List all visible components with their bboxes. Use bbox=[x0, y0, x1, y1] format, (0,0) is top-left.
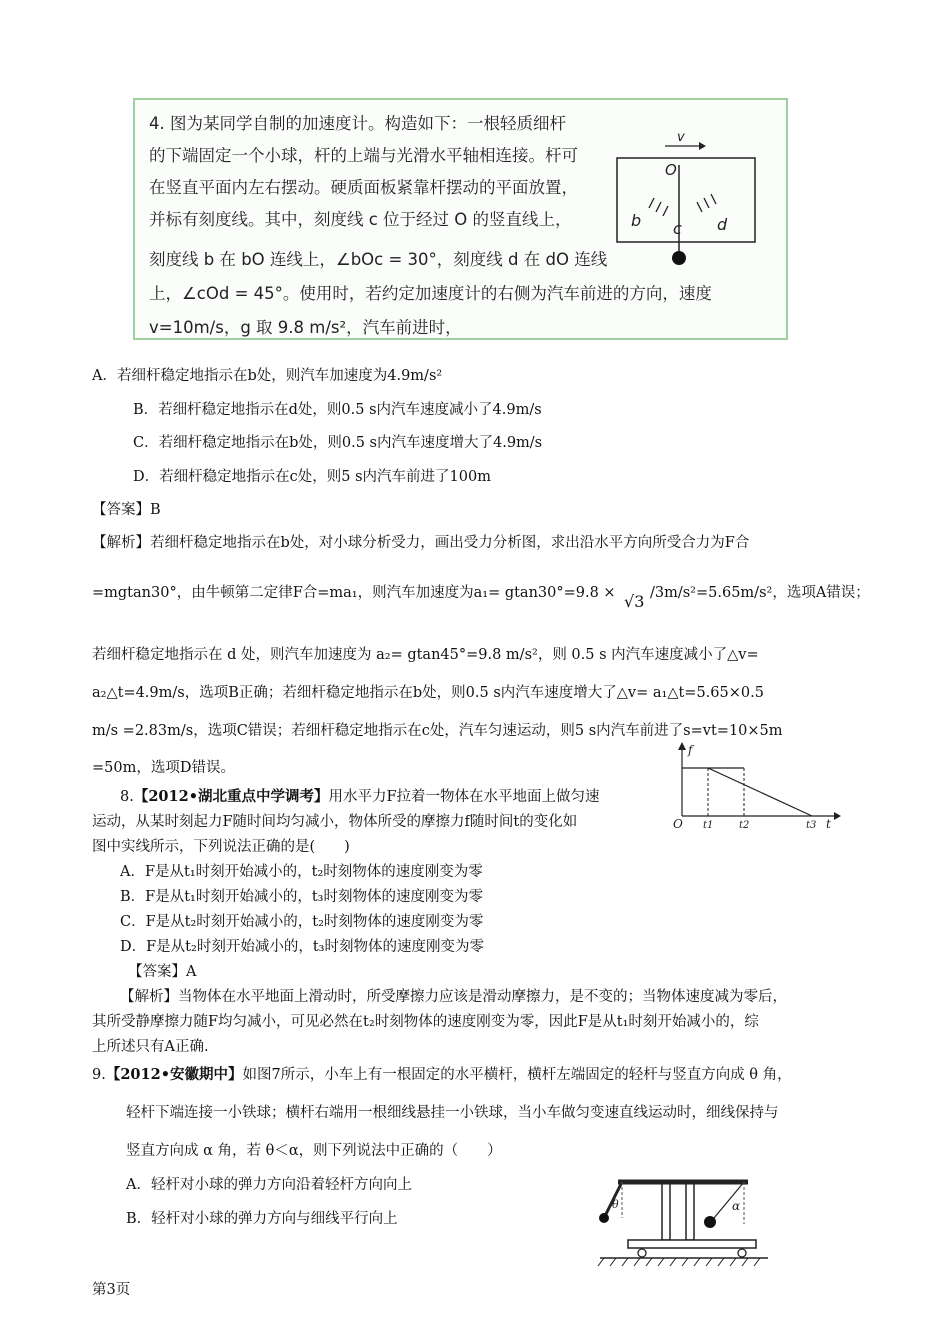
q9-stem-2: 轻杆下端连接一小铁球；横杆右端用一根细线悬挂一小铁球，当小车做匀变速直线运动时，细线保持与 bbox=[126, 1105, 779, 1121]
mark-c-label: c bbox=[673, 219, 682, 238]
q4-line-3: 在竖直平面内左右摆动。硬质面板紧靠杆摆动的平面放置， bbox=[149, 178, 578, 197]
t2-label: t2 bbox=[739, 820, 750, 830]
q4-line-2: 的下端固定一个小球，杆的上端与光滑水平轴相连接。杆可 bbox=[149, 146, 578, 165]
q8-option-d: D．F是从t₂时刻开始减小的，t₃时刻物体的速度刚变为零 bbox=[120, 939, 484, 955]
t-axis-label: t bbox=[826, 817, 831, 830]
q4-option-d: D．若细杆稳定地指示在c处，则5 s内汽车前进了100m bbox=[133, 469, 491, 485]
q9-line-1 bbox=[92, 1063, 792, 1084]
q4-analysis-line-6: =50m，选项D错误。 bbox=[92, 760, 235, 776]
q9-tag: 【2012•安徽期中】 bbox=[105, 1066, 243, 1083]
q4-option-a: A．若细杆稳定地指示在b处，则汽车加速度为4.9m/s² bbox=[92, 368, 443, 384]
q4-option-c: C．若细杆稳定地指示在b处，则0.5 s内汽车速度增大了4.9m/s bbox=[133, 435, 543, 451]
f-axis-label: f bbox=[688, 743, 693, 757]
q4-line-7: v=10m/s，g 取 9.8 m/s²，汽车前进时， bbox=[149, 318, 462, 337]
q9-option-a: A．轻杆对小球的弹力方向沿着轻杆方向向上 bbox=[126, 1177, 412, 1193]
accelerometer-diagram bbox=[613, 130, 763, 270]
sqrt-three: √3 bbox=[624, 592, 645, 611]
question-4-box bbox=[133, 98, 788, 340]
friction-time-graph bbox=[672, 742, 842, 830]
q4-line-5: 刻度线 b 在 bO 连线上，∠bOc = 30°，刻度线 d 在 dO 连线 bbox=[149, 250, 608, 269]
q8-line-1 bbox=[120, 785, 600, 806]
theta-label: θ bbox=[612, 1198, 619, 1211]
ball bbox=[672, 251, 686, 265]
q4-analysis-line-1: 【解析】若细杆稳定地指示在b处，对小球分析受力，画出受力分析图，求出沿水平方向所受合力为F合 bbox=[92, 535, 750, 551]
cart-body bbox=[628, 1240, 756, 1248]
q8-stem-2: 运动，从某时刻起力F随时间均匀减小，物体所受的摩擦力f随时间t的变化如 bbox=[92, 814, 578, 830]
q4-analysis-line-2b: /3m/s²=5.65m/s²，选项A错误； bbox=[650, 585, 870, 601]
q4-option-b: B．若细杆稳定地指示在d处，则0.5 s内汽车速度减小了4.9m/s bbox=[133, 402, 542, 418]
q9-number: 9. bbox=[92, 1067, 106, 1083]
origin-label: O bbox=[673, 817, 683, 830]
wheel-left bbox=[638, 1249, 646, 1257]
mark-b-label: b bbox=[631, 211, 642, 230]
q8-analysis-line-1: 【解析】当物体在水平地面上滑动时，所受摩擦力应该是滑动摩擦力，是不变的；当物体速度减为零后， bbox=[120, 989, 787, 1005]
q4-answer: 【答案】B bbox=[92, 502, 161, 518]
ground-hatch bbox=[598, 1258, 760, 1266]
rod-ball bbox=[599, 1213, 609, 1223]
q8-option-a: A．F是从t₁时刻开始减小的，t₂时刻物体的速度刚变为零 bbox=[120, 864, 483, 880]
page-number: 第3页 bbox=[92, 1282, 131, 1298]
post-left bbox=[662, 1182, 670, 1240]
t1-label: t1 bbox=[703, 820, 714, 830]
q4-line-4: 并标有刻度线。其中，刻度线 c 位于经过 O 的竖直线上， bbox=[149, 210, 572, 229]
q8-analysis-line-2: 其所受静摩擦力随F均匀减小，可见必然在t₂时刻物体的速度刚变为零，因此F是从t₁时刻开始减小的，综 bbox=[92, 1014, 759, 1030]
velocity-label: v bbox=[677, 130, 685, 145]
q4-line-6: 上，∠cOd = 45°。使用时，若约定加速度计的右侧为汽车前进的方向，速度 bbox=[149, 284, 712, 303]
wheel-right bbox=[738, 1249, 746, 1257]
q4-analysis-line-5: m/s =2.83m/s，选项C错误；若细杆稳定地指示在c处，汽车匀速运动，则5 s内汽车前进了s=vt=10×5m bbox=[92, 723, 783, 739]
mark-d-label: d bbox=[717, 215, 728, 234]
post-right bbox=[686, 1182, 694, 1240]
q4-analysis-line-3: 若细杆稳定地指示在 d 处，则汽车加速度为 a₂= gtan45°=9.8 m/s²，则 0.5 s 内汽车速度减小了△v= bbox=[92, 647, 759, 663]
q9-stem-3: 竖直方向成 α 角，若 θ＜α，则下列说法中正确的（ ） bbox=[126, 1143, 502, 1159]
q4-line-1: 4. 图为某同学自制的加速度计。构造如下：一根轻质细杆 bbox=[149, 114, 566, 133]
q8-analysis-line-3: 上所述只有A正确. bbox=[92, 1039, 209, 1055]
q8-answer: 【答案】A bbox=[128, 964, 197, 980]
cart-figure bbox=[592, 1174, 772, 1270]
t3-label: t3 bbox=[806, 820, 817, 830]
q8-number: 8. bbox=[120, 789, 134, 805]
q9-option-b: B．轻杆对小球的弹力方向与细线平行向上 bbox=[126, 1211, 398, 1227]
friction-curve bbox=[682, 768, 812, 816]
q4-analysis-line-4: a₂△t=4.9m/s，选项B正确；若细杆稳定地指示在b处，则0.5 s内汽车速度增大了△v= a₁△t=5.65×0.5 bbox=[92, 685, 764, 701]
q8-stem-1: 用水平力F拉着一物体在水平地面上做匀速 bbox=[328, 789, 600, 805]
q8-option-c: C．F是从t₂时刻开始减小的，t₂时刻物体的速度刚变为零 bbox=[120, 914, 484, 930]
q8-tag: 【2012•湖北重点中学调考】 bbox=[133, 788, 329, 805]
alpha-label: α bbox=[732, 1199, 741, 1213]
q4-analysis-line-2: =mgtan30°，由牛顿第二定律F合=ma₁，则汽车加速度为a₁= gtan30°=9.8 × bbox=[92, 585, 616, 601]
q8-option-b: B．F是从t₁时刻开始减小的，t₃时刻物体的速度刚变为零 bbox=[120, 889, 483, 905]
q8-stem-3: 图中实线所示，下列说法正确的是( ) bbox=[92, 839, 350, 855]
velocity-arrow-head bbox=[699, 142, 706, 150]
q9-stem-1: 如图7所示，小车上有一根固定的水平横杆，横杆左端固定的轻杆与竖直方向成 θ 角， bbox=[242, 1067, 792, 1083]
string-ball bbox=[704, 1216, 716, 1228]
pivot-label: O bbox=[665, 161, 677, 179]
